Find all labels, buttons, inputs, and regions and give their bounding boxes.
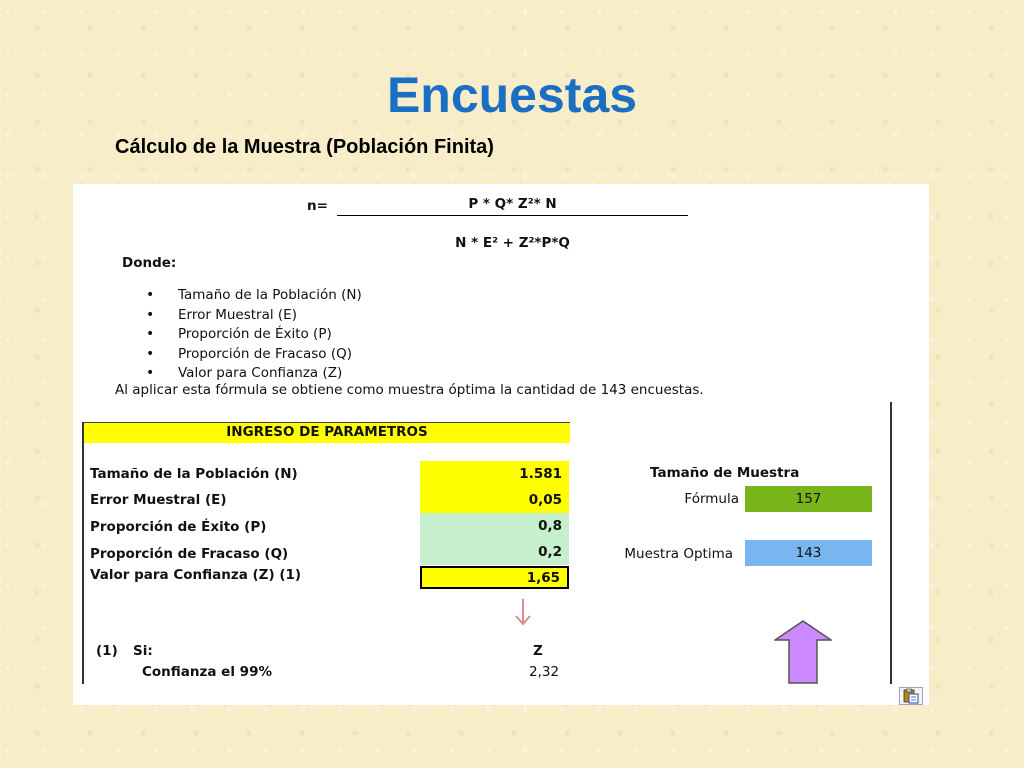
formula-numerator: P * Q* Z²* N (468, 196, 557, 212)
param-value-error[interactable]: 0,05 (420, 487, 569, 513)
formula-denominator: N * E² + Z²*P*Q (455, 235, 570, 251)
slide-subtitle: Cálculo de la Muestra (Población Finita) (115, 136, 494, 158)
param-label-error: Error Muestral (E) (90, 492, 227, 508)
param-value-failure[interactable]: 0,2 (420, 539, 569, 565)
sample-size-header: Tamaño de Muestra (650, 465, 800, 481)
table-right-border (890, 402, 892, 684)
param-label-failure: Proporción de Fracaso (Q) (90, 546, 289, 562)
paste-options-icon[interactable] (899, 687, 923, 705)
formula-result-value: 157 (745, 486, 872, 512)
param-value-population[interactable]: 1.581 (420, 461, 569, 487)
variable-list (143, 286, 362, 384)
where-heading: Donde: (122, 255, 177, 271)
down-arrow-icon (514, 598, 532, 626)
footnote-si: Si: (133, 643, 153, 659)
list-item: • Proporción de Éxito (P) (143, 325, 362, 345)
list-item: • Error Muestral (E) (143, 306, 362, 326)
param-value-confidence[interactable]: 1,65 (420, 566, 569, 589)
slide-title: Encuestas (386, 67, 638, 123)
param-label-success: Proporción de Éxito (P) (90, 519, 267, 535)
up-arrow-icon (774, 620, 832, 684)
conclusion-text: Al aplicar esta fórmula se obtiene como muestra óptima la cantidad de 143 encuestas. (115, 382, 704, 398)
formula-fraction-line (337, 215, 688, 216)
formula-lhs: n= (307, 198, 328, 214)
param-value-success[interactable]: 0,8 (420, 513, 569, 539)
optimal-result-label: Muestra Optima (624, 546, 733, 562)
spreadsheet-image (73, 184, 929, 705)
confidence-99-label: Confianza el 99% (142, 664, 272, 680)
list-item: • Proporción de Fracaso (Q) (143, 345, 362, 365)
list-item: • Valor para Confianza (Z) (143, 364, 362, 384)
param-label-confidence: Valor para Confianza (Z) (1) (90, 567, 302, 583)
z-column-header: Z (533, 643, 543, 659)
param-label-population: Tamaño de la Población (N) (90, 466, 298, 482)
params-header: INGRESO DE PARAMETROS (226, 424, 428, 440)
list-item: • Tamaño de la Población (N) (143, 286, 362, 306)
formula-result-label: Fórmula (684, 491, 739, 507)
table-left-border (82, 422, 84, 684)
confidence-99-value: 2,32 (529, 664, 560, 680)
optimal-result-value: 143 (745, 540, 872, 566)
footnote-marker: (1) (96, 643, 118, 659)
